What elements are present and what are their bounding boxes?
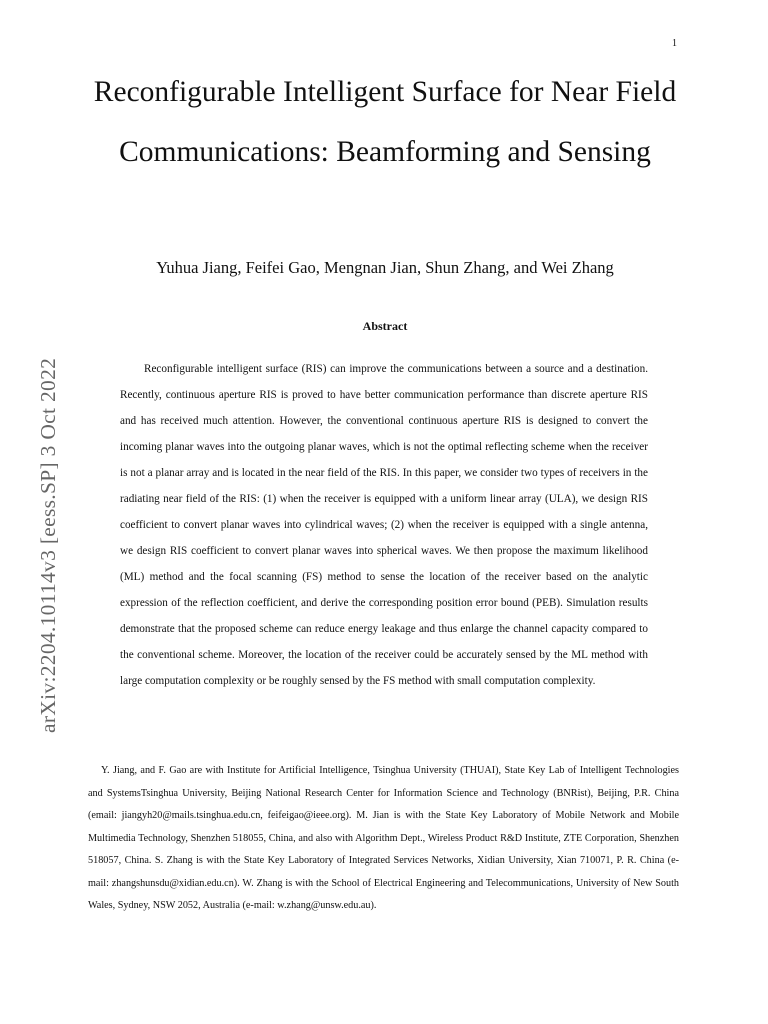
abstract-heading: Abstract xyxy=(362,319,408,333)
author-affiliation-footnote: Y. Jiang, and F. Gao are with Institute for Artificial Intelligence, Tsinghua University (THUAI), State Key Lab of Intelligent Technologies and SystemsTsinghua University, Beijing National Research Center for Information Science and Technology (BNRist), Beijing, P.R. China (email: jiangyh20@mails.tsinghua.edu.cn, feifeigao@ieee.org). M. Jian is with the State Key Laboratory of Mobile Network and Mobile Multimedia Technology, Shenzhen 518055, China, and also with Algorithm Dept., Wireless Product R&D Institute, ZTE Corporation, Shenzhen 518057, China. S. Zhang is with the State Key Laboratory of Integrated Services Networks, Xidian University, Xian 710071, P. R. China (e-mail: zhangshunsdu@xidian.edu.cn). W. Zhang is with the School of Electrical Engineering and Telecommunications, University of New South Wales, Sydney, NSW 2052, Australia (e-mail: w.zhang@unsw.edu.au). xyxy=(88,765,679,911)
author-list: Yuhua Jiang, Feifei Gao, Mengnan Jian, Shun Zhang, and Wei Zhang xyxy=(156,258,614,277)
abstract-body: Reconfigurable intelligent surface (RIS) can improve the communications between a source and a destination. Recently, continuous aperture RIS is proved to have better communication performance than discrete aperture RIS and has received much attention. However, the conventional continuous aperture RIS is designed to convert the incoming planar waves into the outgoing planar waves, which is not the optimal reflecting scheme when the receiver is not a planar array and is located in the near field of the RIS. In this paper, we consider two types of receivers in the radiating near field of the RIS: (1) when the receiver is equipped with a uniform linear array (ULA), we design RIS coefficient to convert planar waves into cylindrical waves; (2) when the receiver is equipped with a single antenna, we design RIS coefficient to convert planar waves into spherical waves. We then propose the maximum likelihood (ML) method and the focal scanning (FS) method to sense the location of the receiver based on the analytic expression of the reflection coefficient, and derive the corresponding position error bound (PEB). Simulation results demonstrate that the proposed scheme can reduce energy leakage and thus enlarge the channel capacity compared to the conventional scheme. Moreover, the location of the receiver could be accurately sensed by the ML method with large computation complexity or be roughly sensed by the FS method with small computation complexity. xyxy=(120,363,648,687)
page-number: 1 xyxy=(672,38,677,49)
paper-title: Reconfigurable Intelligent Surface for Near Field Communications: Beamforming and Sensing xyxy=(93,76,677,168)
arxiv-identifier-stamp: arXiv:2204.10114v3 [eess.SP] 3 Oct 2022 xyxy=(36,357,60,733)
